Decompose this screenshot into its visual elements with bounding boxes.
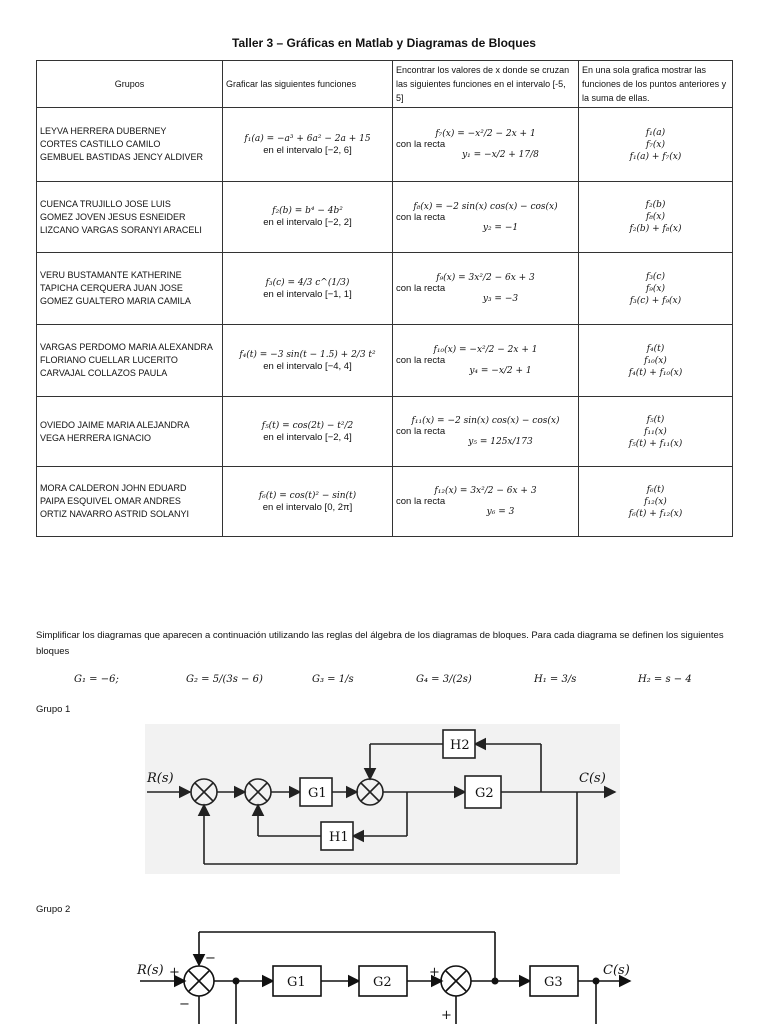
student-name: GEMBUEL BASTIDAS JENCY ALDIVER — [40, 152, 204, 162]
header-cruzan: Encontrar los valores de x donde se cruzan las siguientes funciones en el intervalo [-5, 5] — [393, 61, 579, 108]
intersection-function: f₇(x) = −x²/2 − 2x + 1 — [435, 129, 536, 139]
group2-label: Grupo 2 — [36, 904, 71, 915]
table-row — [37, 108, 733, 182]
combined-plot-cell — [579, 467, 733, 537]
page-title: Taller 3 – Gráficas en Matlab y Diagramas de Bloques — [232, 36, 536, 50]
def-g4: G₄ = 3/(2s) — [416, 674, 472, 685]
recta-label: con la recta — [396, 139, 446, 150]
recta-label: con la recta — [396, 283, 446, 294]
g1-input-label: R(s) — [147, 771, 174, 786]
intersection-cell — [393, 253, 579, 325]
plot-function: f₁₂(x) — [644, 496, 667, 507]
plot-function: f₇(x) — [645, 139, 666, 150]
g1-block-g1-label: G1 — [308, 786, 327, 801]
recta-equation: y₆ = 3 — [486, 507, 515, 517]
group-members-cell — [37, 397, 223, 467]
recta-label: con la recta — [396, 355, 446, 366]
plot-function: f₁₀(x) — [644, 355, 667, 366]
student-name: LIZCANO VARGAS SORANYI ARACELI — [40, 224, 202, 235]
student-name: GOMEZ JOVEN JESUS ESNEIDER — [40, 211, 186, 222]
student-name: CORTES CASTILLO CAMILO — [40, 139, 161, 149]
student-name: ORTIZ NAVARRO ASTRID SOLANYI — [40, 509, 190, 519]
plot-function: f₃(c) + f₉(x) — [629, 295, 682, 306]
intersection-function: f₈(x) = −2 sin(x) cos(x) − cos(x) — [413, 201, 558, 212]
student-name: GOMEZ GUALTERO MARIA CAMILA — [40, 296, 191, 306]
g2-output-label: C(s) — [603, 963, 630, 978]
recta-label: con la recta — [396, 496, 446, 507]
recta-equation: y₅ = 125x/173 — [468, 437, 533, 447]
student-name: VEGA HERRERA IGNACIO — [40, 432, 152, 443]
table-row — [37, 467, 733, 537]
student-name: VERU BUSTAMANTE KATHERINE — [40, 270, 182, 280]
function-interval: en el intervalo [−2, 2] — [263, 217, 352, 228]
plot-function: f₅(t) + f₁₁(x) — [628, 438, 683, 449]
table-header-row — [37, 61, 733, 108]
function-cell — [223, 108, 393, 182]
def-g2: G₂ = 5/(3s − 6) — [186, 674, 263, 685]
function-expression: f₃(c) = 4/3 c^(1/3) — [265, 277, 350, 288]
def-h2: H₂ = s − 4 — [638, 674, 692, 685]
plot-function: f₁₁(x) — [644, 426, 667, 437]
recta-label: con la recta — [396, 211, 446, 223]
student-name: TAPICHA CERQUERA JUAN JOSE — [40, 283, 183, 293]
header-graficar: Graficar las siguientes funciones — [223, 61, 393, 108]
function-cell — [223, 325, 393, 397]
g2-branch-point-1 — [233, 978, 240, 985]
g2-sign-plus-2: + — [429, 965, 440, 980]
def-g1: G₁ = −6; — [74, 674, 119, 685]
simplify-instructions: Simplificar los diagramas que aparecen a continuación utilizando las reglas del álgebra de los diagramas de bloques. Para cada diagrama se definen los siguientes bloques — [36, 630, 724, 657]
function-interval: en el intervalo [−4, 4] — [263, 360, 352, 372]
plot-function: f₃(c) — [645, 271, 665, 282]
recta-equation: y₃ = −3 — [482, 294, 519, 304]
function-cell — [223, 182, 393, 253]
g2-input-label: R(s) — [137, 963, 164, 978]
plot-function: f₄(t) + f₁₀(x) — [628, 367, 683, 378]
def-g3: G₃ = 1/s — [312, 674, 354, 685]
group-members-cell — [37, 467, 223, 537]
function-expression: f₄(t) = −3 sin(t − 1.5) + 2/3 t² — [239, 349, 376, 360]
student-name: FLORIANO CUELLAR LUCERITO — [40, 355, 178, 365]
student-name: VARGAS PERDOMO MARIA ALEXANDRA — [40, 342, 213, 352]
plot-function: f₂(b) + f₈(x) — [629, 224, 682, 234]
table-row — [37, 325, 733, 397]
group-members-cell — [37, 108, 223, 182]
g2-sign-minus-2: − — [179, 997, 190, 1012]
plot-function: f₅(t) — [646, 414, 665, 425]
g2-block-g1-label: G1 — [287, 975, 306, 990]
student-name: PAIPA ESQUIVEL OMAR ANDRES — [40, 496, 181, 506]
g2-sign-plus-1: + — [169, 965, 180, 980]
intersection-function: f₁₀(x) = −x²/2 − 2x + 1 — [433, 345, 538, 355]
combined-plot-cell — [579, 397, 733, 467]
combined-plot-cell — [579, 108, 733, 182]
def-h1: H₁ = 3/s — [534, 674, 577, 685]
g2-block-g2-label: G2 — [373, 975, 392, 990]
g2-block-g3-label: G3 — [544, 975, 563, 990]
function-expression: f₂(b) = b⁴ − 4b² — [272, 206, 343, 216]
combined-plot-cell — [579, 325, 733, 397]
g1-block-h1-label: H1 — [329, 830, 349, 845]
function-interval: en el intervalo [−1, 1] — [263, 288, 352, 300]
plot-function: f₁(a) — [645, 127, 666, 138]
g1-block-g2-label: G2 — [475, 786, 494, 801]
header-sola-grafica: En una sola grafica mostrar las funciones de los puntos anteriores y la suma de ellas. — [579, 61, 733, 108]
diagram-background — [145, 724, 620, 874]
g2-branch-point-3 — [593, 978, 600, 985]
intersection-cell — [393, 325, 579, 397]
group-members-cell — [37, 325, 223, 397]
g1-output-label: C(s) — [579, 771, 606, 786]
function-interval: en el intervalo [0, 2π] — [262, 501, 353, 513]
g1-block-h2-label: H2 — [450, 738, 470, 753]
student-name: CARVAJAL COLLAZOS PAULA — [40, 368, 168, 378]
g2-sign-minus-1: − — [205, 951, 216, 966]
group-members-cell — [37, 182, 223, 253]
student-name: OVIEDO JAIME MARIA ALEJANDRA — [40, 419, 190, 430]
function-cell — [223, 253, 393, 325]
table-row — [37, 182, 733, 253]
recta-equation: y₁ = −x/2 + 17/8 — [462, 150, 539, 160]
plot-function: f₆(t) — [646, 484, 665, 495]
plot-function: f₉(x) — [645, 283, 666, 294]
group1-label: Grupo 1 — [36, 704, 71, 715]
group-members-cell — [37, 253, 223, 325]
assignment-table — [36, 60, 733, 537]
intersection-cell — [393, 108, 579, 182]
plot-function: f₄(t) — [646, 343, 665, 354]
plot-function: f₆(t) + f₁₂(x) — [628, 508, 683, 519]
combined-plot-cell — [579, 253, 733, 325]
function-expression: f₁(a) = −a³ + 6a² − 2a + 15 — [244, 133, 371, 144]
recta-equation: y₄ = −x/2 + 1 — [469, 366, 532, 376]
intersection-function: f₁₁(x) = −2 sin(x) cos(x) − cos(x) — [411, 416, 560, 426]
student-name: MORA CALDERON JOHN EDUARD — [40, 483, 187, 493]
function-cell — [223, 467, 393, 537]
recta-equation: y₂ = −1 — [482, 222, 519, 233]
table-row — [37, 253, 733, 325]
function-interval: en el intervalo [−2, 4] — [263, 431, 352, 443]
function-expression: f₆(t) = cos(t)² − sin(t) — [258, 490, 357, 501]
intersection-function: f₉(x) = 3x²/2 − 6x + 3 — [436, 273, 535, 283]
intersection-cell — [393, 467, 579, 537]
function-interval: en el intervalo [−2, 6] — [263, 144, 352, 156]
function-cell — [223, 397, 393, 467]
block-definitions — [0, 668, 768, 698]
intersection-function: f₁₂(x) = 3x²/2 − 6x + 3 — [434, 486, 537, 496]
group2-block-diagram — [135, 924, 635, 1024]
table-row — [37, 397, 733, 467]
function-expression: f₅(t) = cos(2t) − t²/2 — [261, 420, 354, 431]
g2-branch-point-2 — [492, 978, 499, 985]
intersection-cell — [393, 182, 579, 253]
plot-function: f₁(a) + f₇(x) — [629, 151, 682, 162]
student-name: CUENCA TRUJILLO JOSE LUIS — [40, 198, 171, 209]
combined-plot-cell — [579, 182, 733, 253]
group1-block-diagram — [145, 724, 620, 874]
intersection-cell — [393, 397, 579, 467]
recta-label: con la recta — [396, 426, 446, 437]
header-grupos: Grupos — [37, 61, 223, 108]
g2-sign-plus-3: + — [441, 1008, 452, 1023]
student-name: LEYVA HERRERA DUBERNEY — [40, 126, 167, 136]
plot-function: f₂(b) — [645, 200, 666, 210]
plot-function: f₈(x) — [645, 212, 666, 222]
